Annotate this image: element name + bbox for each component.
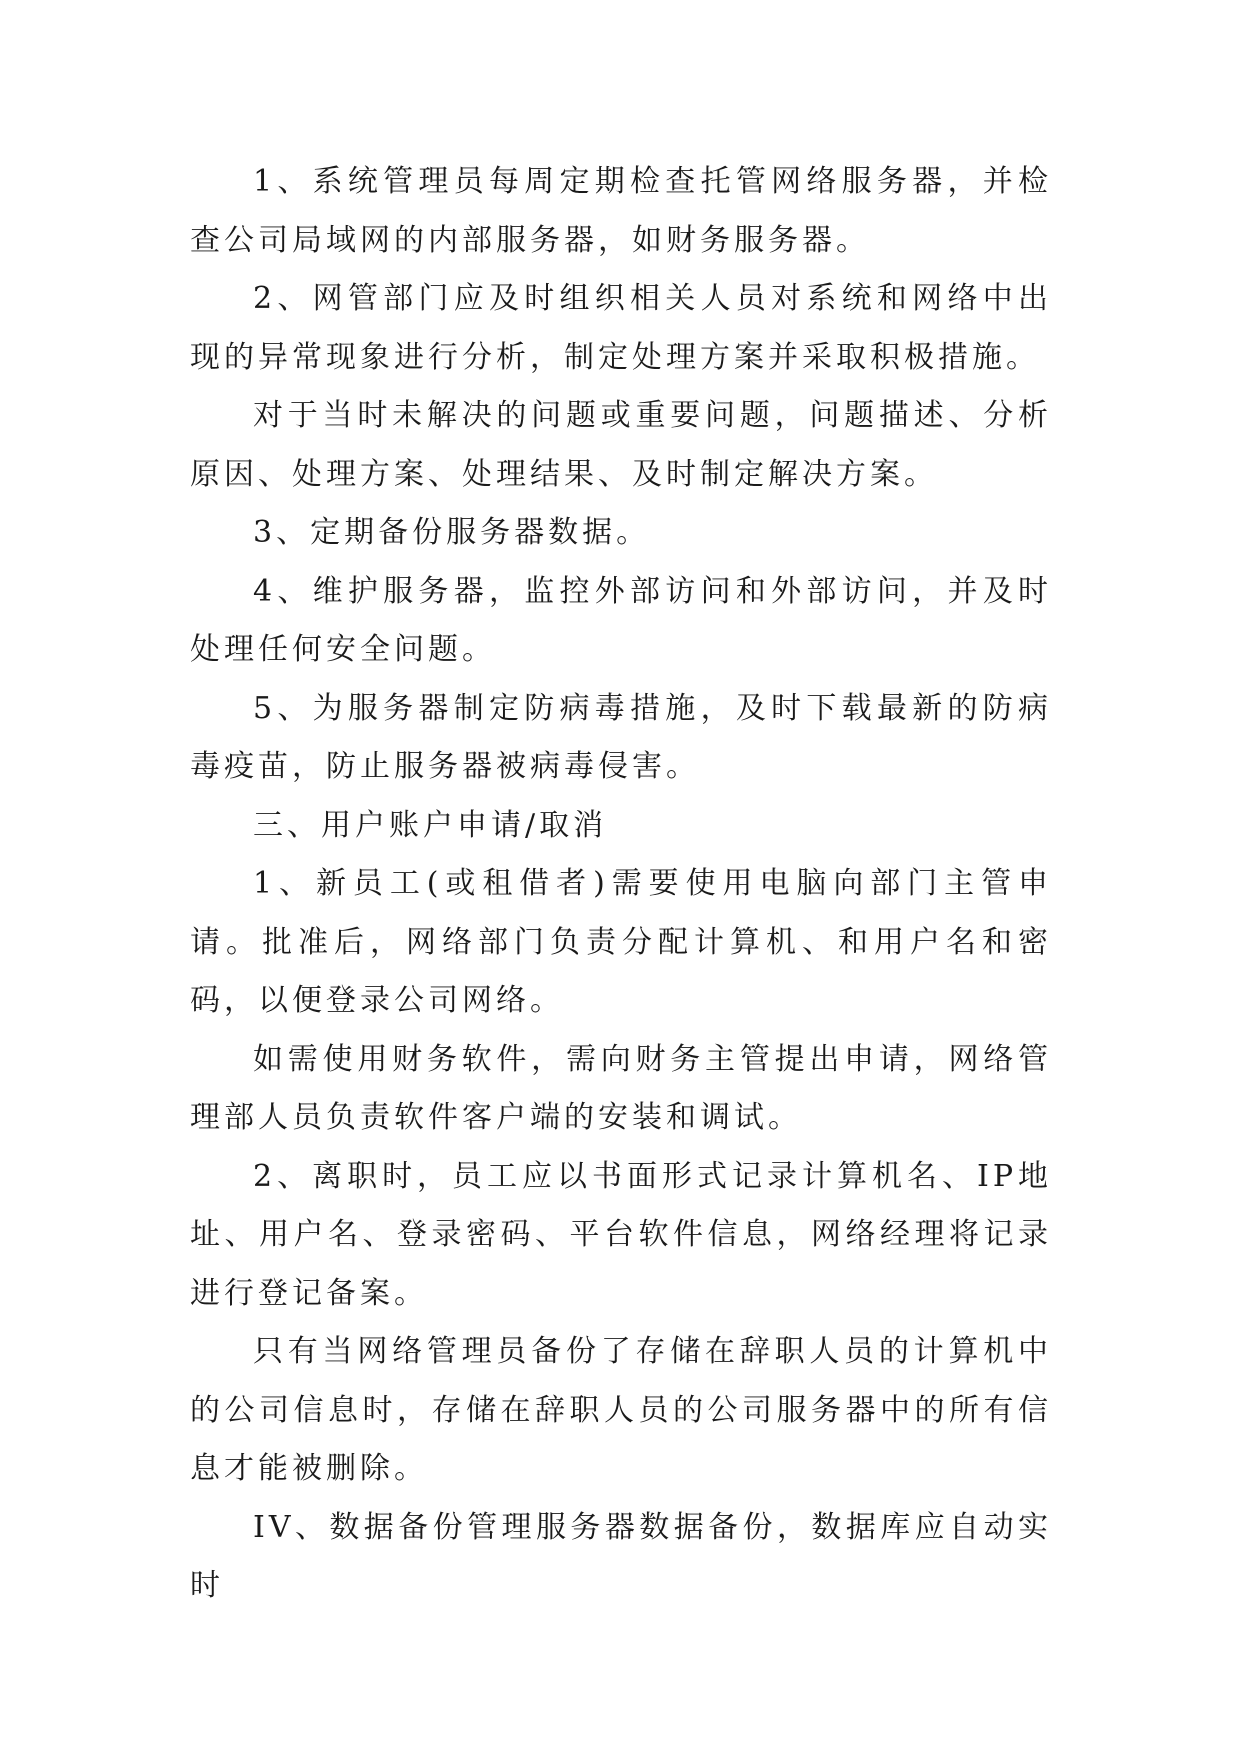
paragraph-data-backup: 3、定期备份服务器数据。 [253,515,651,550]
document-body [190,153,1052,1616]
paragraph-server-maintenance: 4、维护服务器，监控外部访问和外部访问，并及时处理任何安全问题。 [190,573,1052,667]
paragraph-data-deletion: 只有当网络管理员备份了存储在辞职人员的计算机中的公司信息时，存储在辞职人员的公司服务器中的所有信息才能被删除。 [190,1334,1052,1486]
paragraph-resignation: 2、离职时，员工应以书面形式记录计算机名、IP地址、用户名、登录密码、平台软件信息，网络经理将记录进行登记备案。 [190,1158,1052,1311]
section-heading-data-backup: IV、数据备份管理服务器数据备份，数据库应自动实时 [190,1509,1052,1603]
paragraph-new-employee: 1、新员工(或租借者)需要使用电脑向部门主管申请。批准后，网络部门负责分配计算机、和用户名和密码，以便登录公司网络。 [190,866,1052,1018]
paragraph-anomaly-analysis: 2、网管部门应及时组织相关人员对系统和网络中出现的异常现象进行分析，制定处理方案并采取积极措施。 [190,281,1052,375]
paragraph-finance-software: 如需使用财务软件，需向财务主管提出申请，网络管理部人员负责软件客户端的安装和调试。 [190,1041,1052,1135]
paragraph-unresolved-issues: 对于当时未解决的问题或重要问题，问题描述、分析原因、处理方案、处理结果、及时制定解决方案。 [190,398,1052,492]
paragraph-antivirus: 5、为服务器制定防病毒措施，及时下载最新的防病毒疫苗，防止服务器被病毒侵害。 [190,690,1052,784]
paragraph-server-inspection: 1、系统管理员每周定期检查托管网络服务器，并检查公司局域网的内部服务器，如财务服务器。 [190,164,1052,258]
section-heading-user-accounts: 三、用户账户申请/取消 [253,807,608,843]
